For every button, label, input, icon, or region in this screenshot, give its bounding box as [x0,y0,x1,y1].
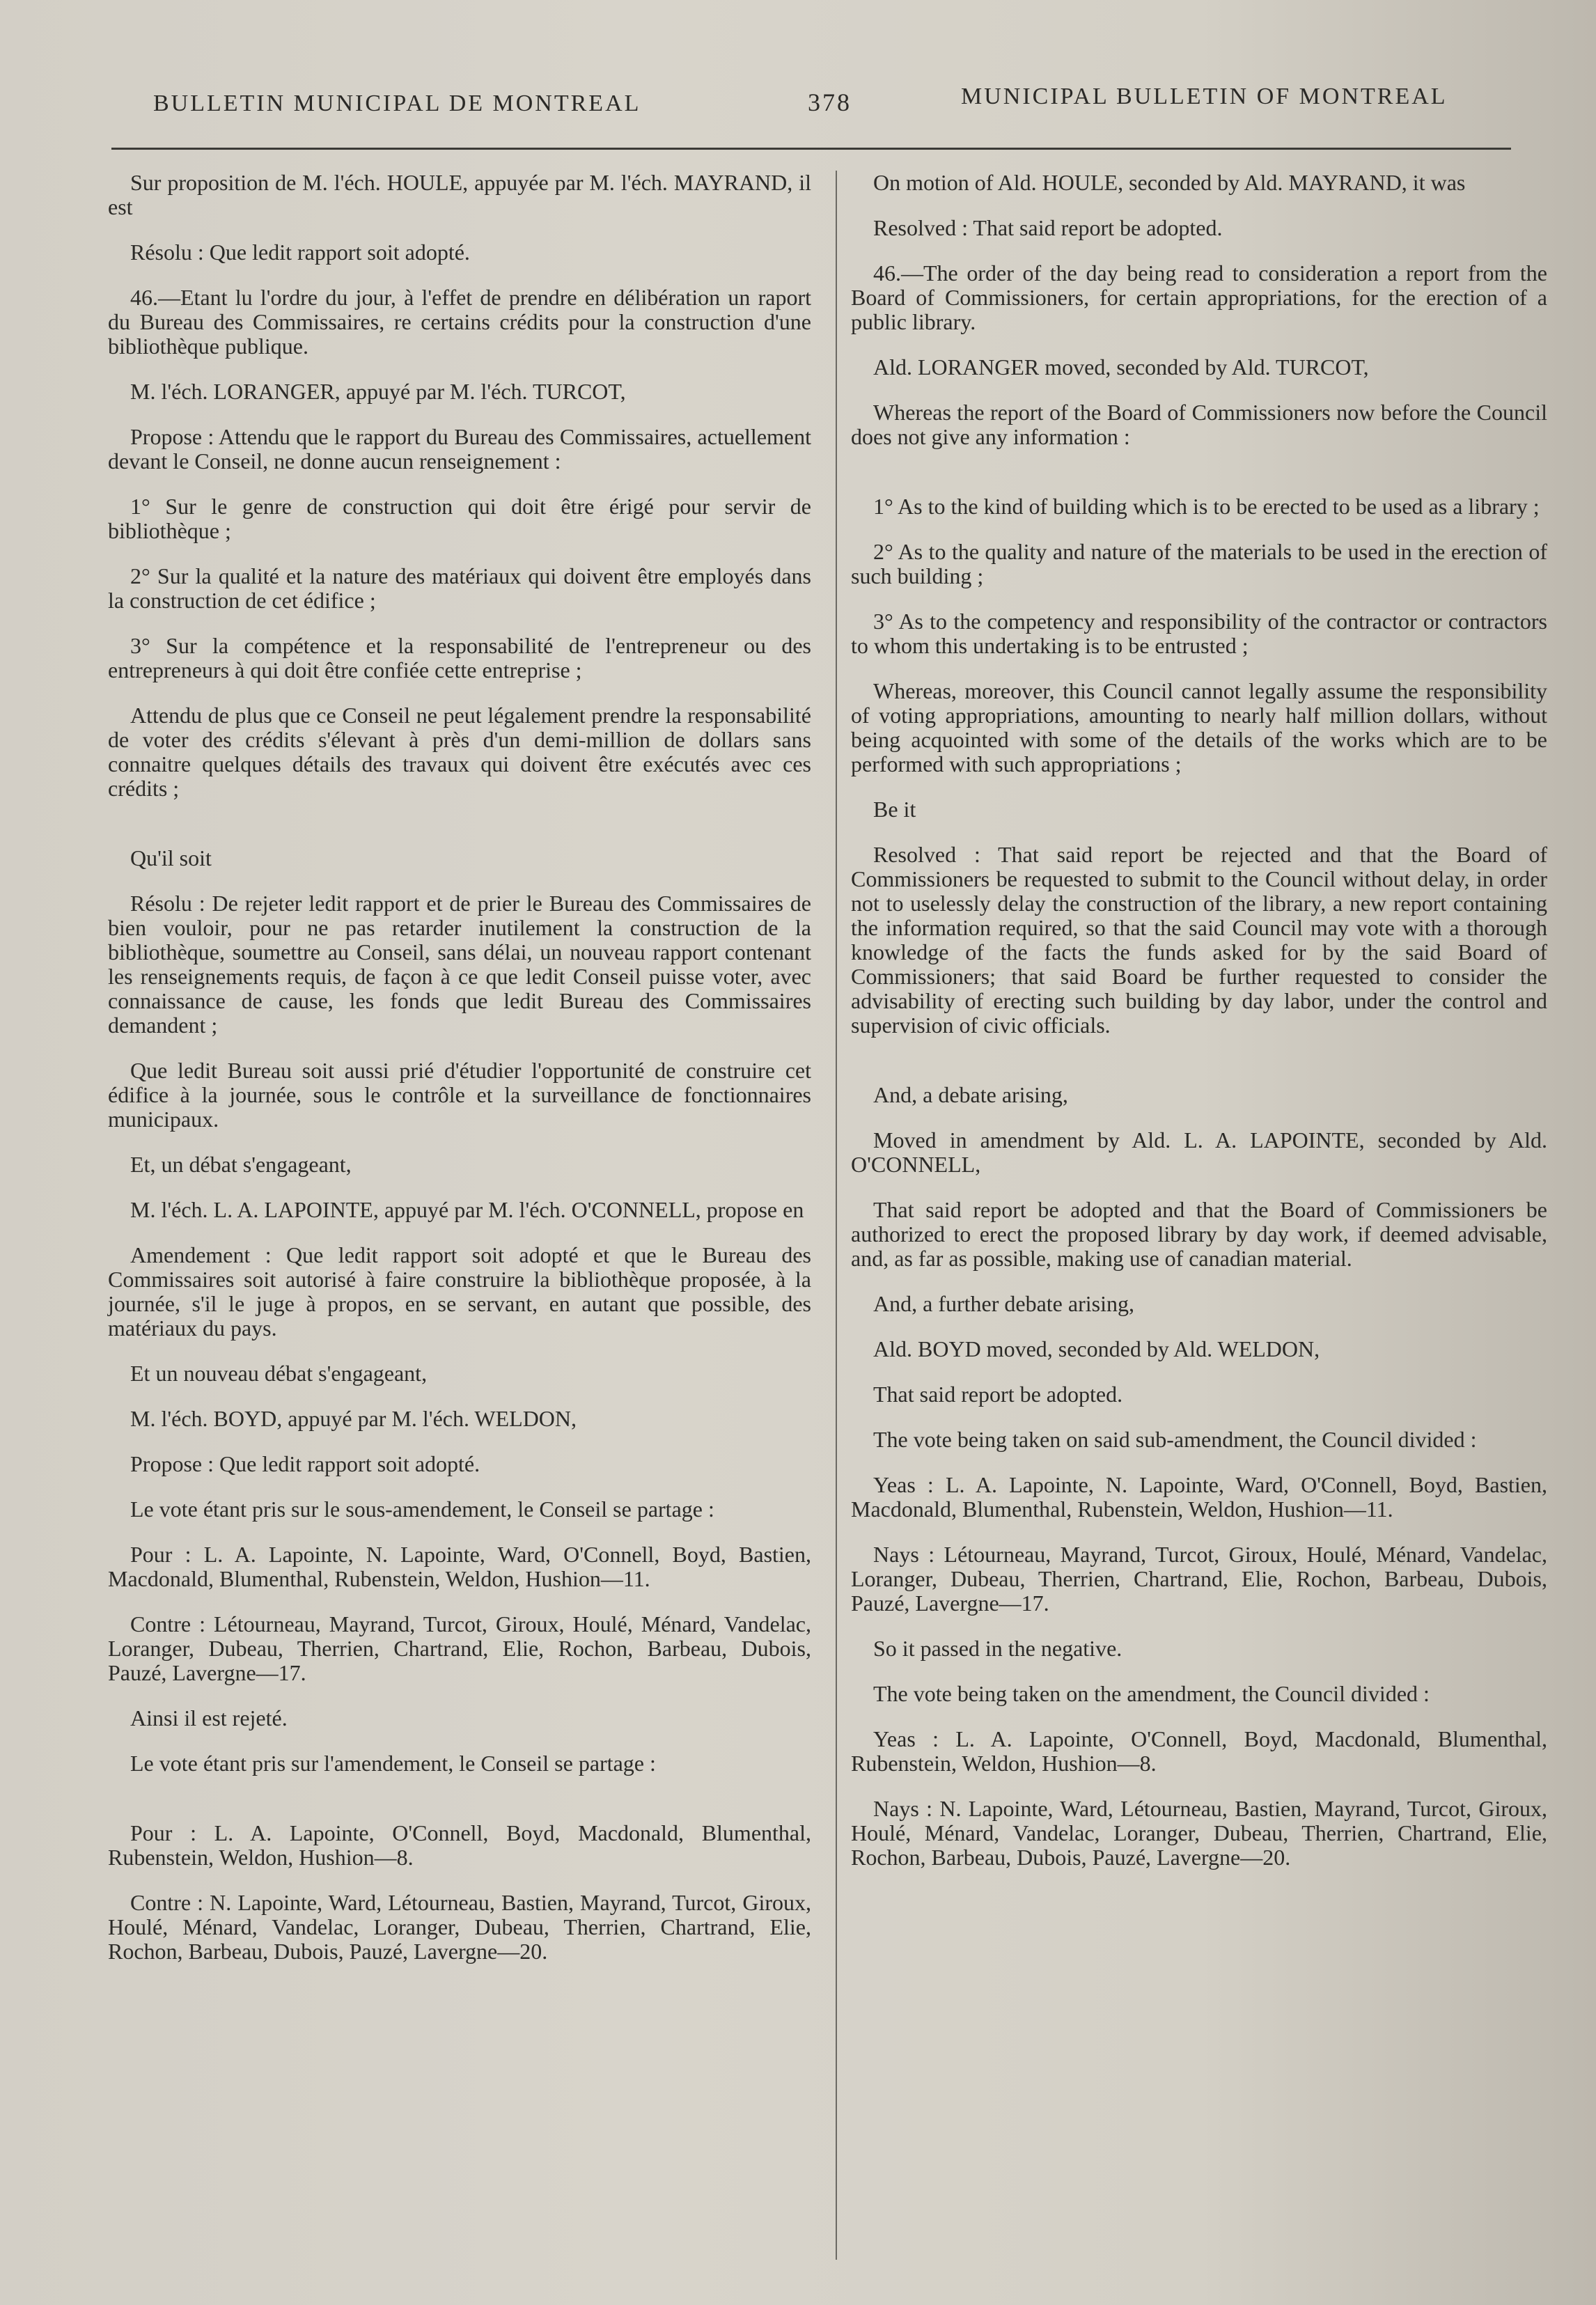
header-rule [111,148,1511,150]
en-negative: So it passed in the negative. [873,1636,1122,1661]
french-column [108,171,811,1964]
en-nays-17: Nays : Létourneau, Mayrand, Turcot, Giroux, Houlé, Ménard, Vandelac, Loranger, Dubeau, Therrien, Chartrand, Elie, Rochon, Barbeau, Dubois, Pauzé, Lavergne—17. [851,1542,1547,1616]
fr-vote-amendement: Le vote étant pris sur l'amendement, le Conseil se partage : [130,1751,656,1776]
page-number: 378 [808,88,852,116]
fr-quil-soit: Qu'il soit [130,845,212,870]
fr-motion-houle: Sur proposition de M. l'éch. HOULE, appuyée par M. l'éch. MAYRAND, il est [108,170,811,219]
en-debate-arising: And, a debate arising, [873,1082,1068,1107]
fr-contre-17: Contre : Létourneau, Mayrand, Turcot, Giroux, Houlé, Ménard, Vandelac, Loranger, Dubeau, Therrien, Chartrand, Elie, Rochon, Barbeau, Dubois, Pauzé, Lavergne—17. [108,1611,811,1685]
en-point-3: 3° As to the competency and responsibility of the contractor or contractors to whom this undertaking is to be entrusted ; [851,609,1547,658]
fr-bureau-etudier: Que ledit Bureau soit aussi prié d'étudier l'opportunité de construire cet édifice à la journée, sous le contrôle et la surveillance de fonctionnaires municipaux. [108,1058,811,1132]
fr-resolu-rejeter: Résolu : De rejeter ledit rapport et de prier le Bureau des Commissaires de bien vouloir, pour ne pas retarder inutilement la construction de la bibliothèque, soumettre au Conseil, sans délai, un nouveau rapport contenant les renseignements requis, de façon à ce que ledit Conseil puisse voter, avec connaissance de cause, les fonds que ledit Bureau des Commissaires demandent ; [108,891,811,1038]
en-point-2: 2° As to the quality and nature of the materials to be used in the erection of such building ; [851,539,1547,588]
en-item-46: 46.—The order of the day being read to consideration a report from the Board of Commissioners, for certain appropriations, for the erection of a public library. [851,260,1547,334]
fr-pour-11: Pour : L. A. Lapointe, N. Lapointe, Ward, O'Connell, Boyd, Bastien, Macdonald, Blumenthal, Rubenstein, Weldon, Hushion—11. [108,1542,811,1591]
fr-item-46: 46.—Etant lu l'ordre du jour, à l'effet de prendre en délibération un raport du Bureau des Commissaires, re certains crédits pour la construction d'une bibliothèque publique. [108,285,811,359]
en-boyd-weldon: Ald. BOYD moved, seconded by Ald. WELDON, [873,1336,1320,1361]
en-be-it: Be it [873,797,916,822]
en-further-debate: And, a further debate arising, [873,1291,1134,1316]
en-point-1: 1° As to the kind of building which is to be erected to be used as a library ; [873,494,1540,519]
en-whereas-moreover: Whereas, moreover, this Council cannot legally assume the responsibility of voting appropriations, amounting to nearly half million dollars, without being acquointed with some of the details of the works which are to be performed with such appropriations ; [851,678,1547,776]
fr-point-1: 1° Sur le genre de construction qui doit être érigé pour servir de bibliothèque ; [108,494,811,543]
en-resolved-rejected: Resolved : That said report be rejected and that the Board of Commissioners be requested to submit to the Council without delay, in order not to uselessly delay the construction of the library, a new report containing the information required, so that the said Council may vote with a thorough knowledge of the facts the funds asked for by the said Board of Commissioners; that said Board be further requested to consider the advisability of erecting such building by day labor, under the control and supervision of civic officials. [851,842,1547,1038]
fr-rejete: Ainsi il est rejeté. [130,1705,288,1730]
english-column [851,171,1547,1870]
header-left-title: BULLETIN MUNICIPAL DE MONTREAL [153,91,641,116]
en-yeas-8: Yeas : L. A. Lapointe, O'Connell, Boyd, Macdonald, Blumenthal, Rubenstein, Weldon, Hushion—8. [851,1726,1547,1776]
column-divider [836,171,837,2260]
fr-boyd-weldon: M. l'éch. BOYD, appuyé par M. l'éch. WELDON, [130,1406,577,1431]
fr-point-3: 3° Sur la compétence et la responsabilité de l'entrepreneur ou des entrepreneurs à qui doit être confiée cette entreprise ; [108,633,811,682]
en-yeas-11: Yeas : L. A. Lapointe, N. Lapointe, Ward, O'Connell, Boyd, Bastien, Macdonald, Blumenthal, Rubenstein, Weldon, Hushion—11. [851,1472,1547,1522]
fr-contre-20: Contre : N. Lapointe, Ward, Létourneau, Bastien, Mayrand, Turcot, Giroux, Houlé, Ménard, Vandelac, Loranger, Dubeau, Therrien, Chartrand, Elie, Rochon, Barbeau, Dubois, Pauzé, Lavergne—20. [108,1890,811,1964]
en-nays-20: Nays : N. Lapointe, Ward, Létourneau, Bastien, Mayrand, Turcot, Giroux, Houlé, Ménard, Vandelac, Loranger, Dubeau, Therrien, Chartrand, Elie, Rochon, Barbeau, Dubois, Pauzé, Lavergne—20. [851,1796,1547,1870]
fr-amendement: Amendement : Que ledit rapport soit adopté et que le Bureau des Commissaires soit autorisé à faire construire la bibliothèque proposée, à la journée, s'il le juge à propos, en se servant, en autant que possible, des matériaux du pays. [108,1242,811,1341]
en-vote-amendment: The vote being taken on the amendment, the Council divided : [873,1681,1430,1706]
en-lapointe-amendment: Moved in amendment by Ald. L. A. LAPOINTE, seconded by Ald. O'CONNELL, [851,1127,1547,1177]
fr-attendu-de-plus: Attendu de plus que ce Conseil ne peut légalement prendre la responsabilité de voter des crédits s'élevant à près d'un demi-million de dollars sans connaitre quelques détails des travaux qui doivent être exécutés avec ces crédits ; [108,703,811,801]
fr-vote-sous-amendement: Le vote étant pris sur le sous-amendement, le Conseil se partage : [130,1497,714,1522]
en-report-adopted: That said report be adopted. [873,1382,1123,1407]
fr-pour-8: Pour : L. A. Lapointe, O'Connell, Boyd, Macdonald, Blumenthal, Rubenstein, Weldon, Hushion—8. [108,1820,811,1870]
header-right-title: MUNICIPAL BULLETIN OF MONTREAL [961,84,1448,109]
en-amendment-text: That said report be adopted and that the Board of Commissioners be authorized to erect the proposed library by day work, if deemed advisable, and, as far as possible, making use of canadian material. [851,1197,1547,1271]
en-loranger-turcot: Ald. LORANGER moved, seconded by Ald. TURCOT, [873,354,1369,380]
en-vote-sub-amendment: The vote being taken on said sub-amendment, the Council divided : [873,1427,1477,1452]
fr-propose-adopte: Propose : Que ledit rapport soit adopté. [130,1451,480,1476]
en-motion-houle: On motion of Ald. HOULE, seconded by Ald. MAYRAND, it was [873,170,1466,195]
page-header [125,84,1504,125]
en-whereas-report: Whereas the report of the Board of Commissioners now before the Council does not give any information : [851,400,1547,449]
fr-lapointe-oconnell: M. l'éch. L. A. LAPOINTE, appuyé par M. l'éch. O'CONNELL, propose en [130,1197,804,1222]
fr-nouveau-debat: Et un nouveau débat s'engageant, [130,1361,428,1386]
fr-resolved-adopted: Résolu : Que ledit rapport soit adopté. [130,240,470,265]
en-resolved-adopted: Resolved : That said report be adopted. [873,215,1223,240]
fr-point-2: 2° Sur la qualité et la nature des matériaux qui doivent être employés dans la construction de cet édifice ; [108,563,811,613]
fr-propose-attendu: Propose : Attendu que le rapport du Bureau des Commissaires, actuellement devant le Conseil, ne donne aucun renseignement : [108,424,811,474]
fr-debat: Et, un débat s'engageant, [130,1152,352,1177]
fr-loranger-turcot: M. l'éch. LORANGER, appuyé par M. l'éch. TURCOT, [130,379,626,404]
